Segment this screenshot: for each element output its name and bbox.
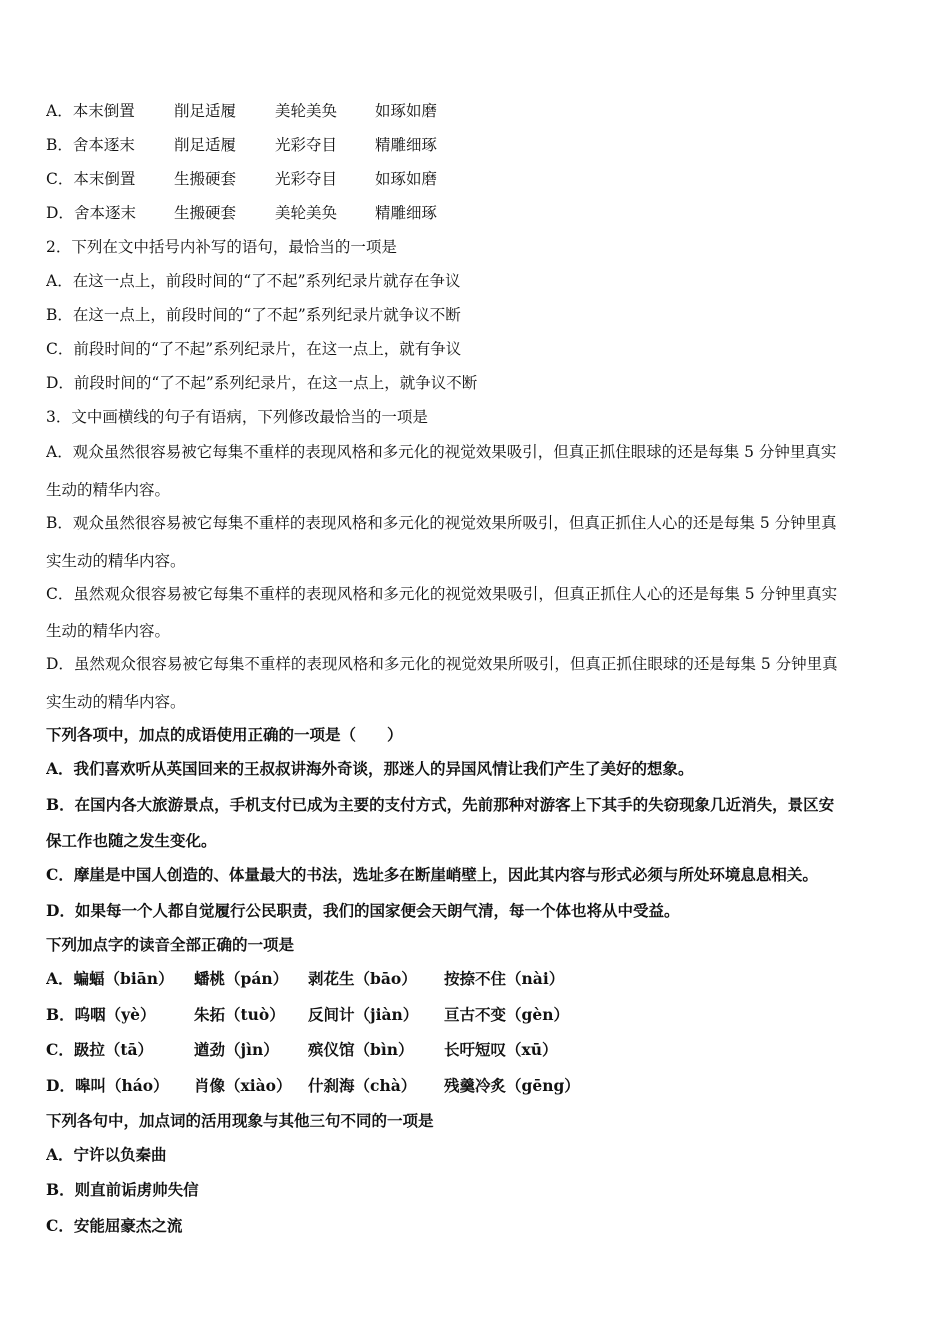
q4-option-c: C．摩崖是中国人创造的、体量最大的书法，选址多在断崖峭壁上，因此其内容与形式必须与所处环境息息相关。 [46, 865, 818, 884]
q6-option-b: B．则直前诟虏帅失信 [46, 1180, 199, 1199]
q4-stem: 下列各项中，加点的成语使用正确的一项是（ ） [46, 725, 403, 744]
q1-option-b: B．舍本逐末 削足适履 光彩夺目 精雕细琢 [46, 136, 438, 154]
q2-stem: 2．下列在文中括号内补写的语句，最恰当的一项是 [46, 238, 397, 256]
q3-stem: 3．文中画横线的句子有语病，下列修改最恰当的一项是 [46, 408, 428, 426]
q5-option-d: D．嗥叫（háo） 肖像（xiào） 什刹海（chà） 残羹冷炙（gēng） [46, 1076, 580, 1095]
q6-stem: 下列各句中，加点词的活用现象与其他三句不同的一项是 [46, 1111, 434, 1130]
q1-option-d: D．舍本逐末 生搬硬套 美轮美奂 精雕细琢 [46, 204, 438, 222]
q1-option-c: C．本末倒置 生搬硬套 光彩夺目 如琢如磨 [46, 170, 438, 188]
q6-option-c: C．安能屈豪杰之流 [46, 1216, 183, 1235]
q3-option-d: D．虽然观众很容易被它每集不重样的表现风格和多元化的视觉效果所吸引，但真正抓住眼球的还是每集 5 分钟里真 [46, 655, 838, 673]
q4-option-b-cont: 保工作也随之发生变化。 [46, 831, 217, 850]
q2-option-d: D．前段时间的“了不起”系列纪录片，在这一点上，就争议不断 [46, 374, 478, 392]
q3-option-b-cont: 实生动的精华内容。 [46, 552, 186, 570]
q4-option-d: D．如果每一个人都自觉履行公民职责，我们的国家便会天朗气清，每一个体也将从中受益。 [46, 901, 680, 920]
q2-option-b: B．在这一点上，前段时间的“了不起”系列纪录片就争议不断 [46, 306, 461, 324]
q2-option-a: A．在这一点上，前段时间的“了不起”系列纪录片就存在争议 [46, 272, 461, 290]
q3-option-a-cont: 生动的精华内容。 [46, 481, 171, 499]
q4-option-b: B．在国内各大旅游景点，手机支付已成为主要的支付方式，先前那种对游客上下其手的失窃现象几近消失，景区安 [46, 795, 835, 814]
q3-option-a: A．观众虽然很容易被它每集不重样的表现风格和多元化的视觉效果吸引，但真正抓住眼球的还是每集 5 分钟里真实 [46, 443, 837, 461]
q6-option-a: A．宁许以负秦曲 [46, 1145, 167, 1164]
q4-option-a: A．我们喜欢听从英国回来的王叔叔讲海外奇谈，那迷人的异国风情让我们产生了美好的想象。 [46, 759, 694, 778]
q1-option-a: A．本末倒置 削足适履 美轮美奂 如琢如磨 [46, 102, 438, 120]
q3-option-c: C．虽然观众很容易被它每集不重样的表现风格和多元化的视觉效果吸引，但真正抓住人心的还是每集 5 分钟里真实 [46, 585, 838, 603]
q5-stem: 下列加点字的读音全部正确的一项是 [46, 935, 295, 954]
q5-option-a: A．蝙蝠（biān） 蟠桃（pán） 剥花生（bāo） 按捺不住（nài） [46, 969, 565, 988]
q5-option-b: B．呜咽（yè） 朱拓（tuò） 反间计（jiàn） 亘古不变（gèn） [46, 1005, 569, 1024]
q2-option-c: C．前段时间的“了不起”系列纪录片，在这一点上，就有争议 [46, 340, 462, 358]
q3-option-c-cont: 生动的精华内容。 [46, 622, 171, 640]
q3-option-d-cont: 实生动的精华内容。 [46, 693, 186, 711]
q5-option-c: C．趿拉（tā） 遒劲（jìn） 殡仪馆（bìn） 长吁短叹（xū） [46, 1040, 558, 1059]
q3-option-b: B．观众虽然很容易被它每集不重样的表现风格和多元化的视觉效果所吸引，但真正抓住人心的还是每集 5 分钟里真 [46, 514, 837, 532]
